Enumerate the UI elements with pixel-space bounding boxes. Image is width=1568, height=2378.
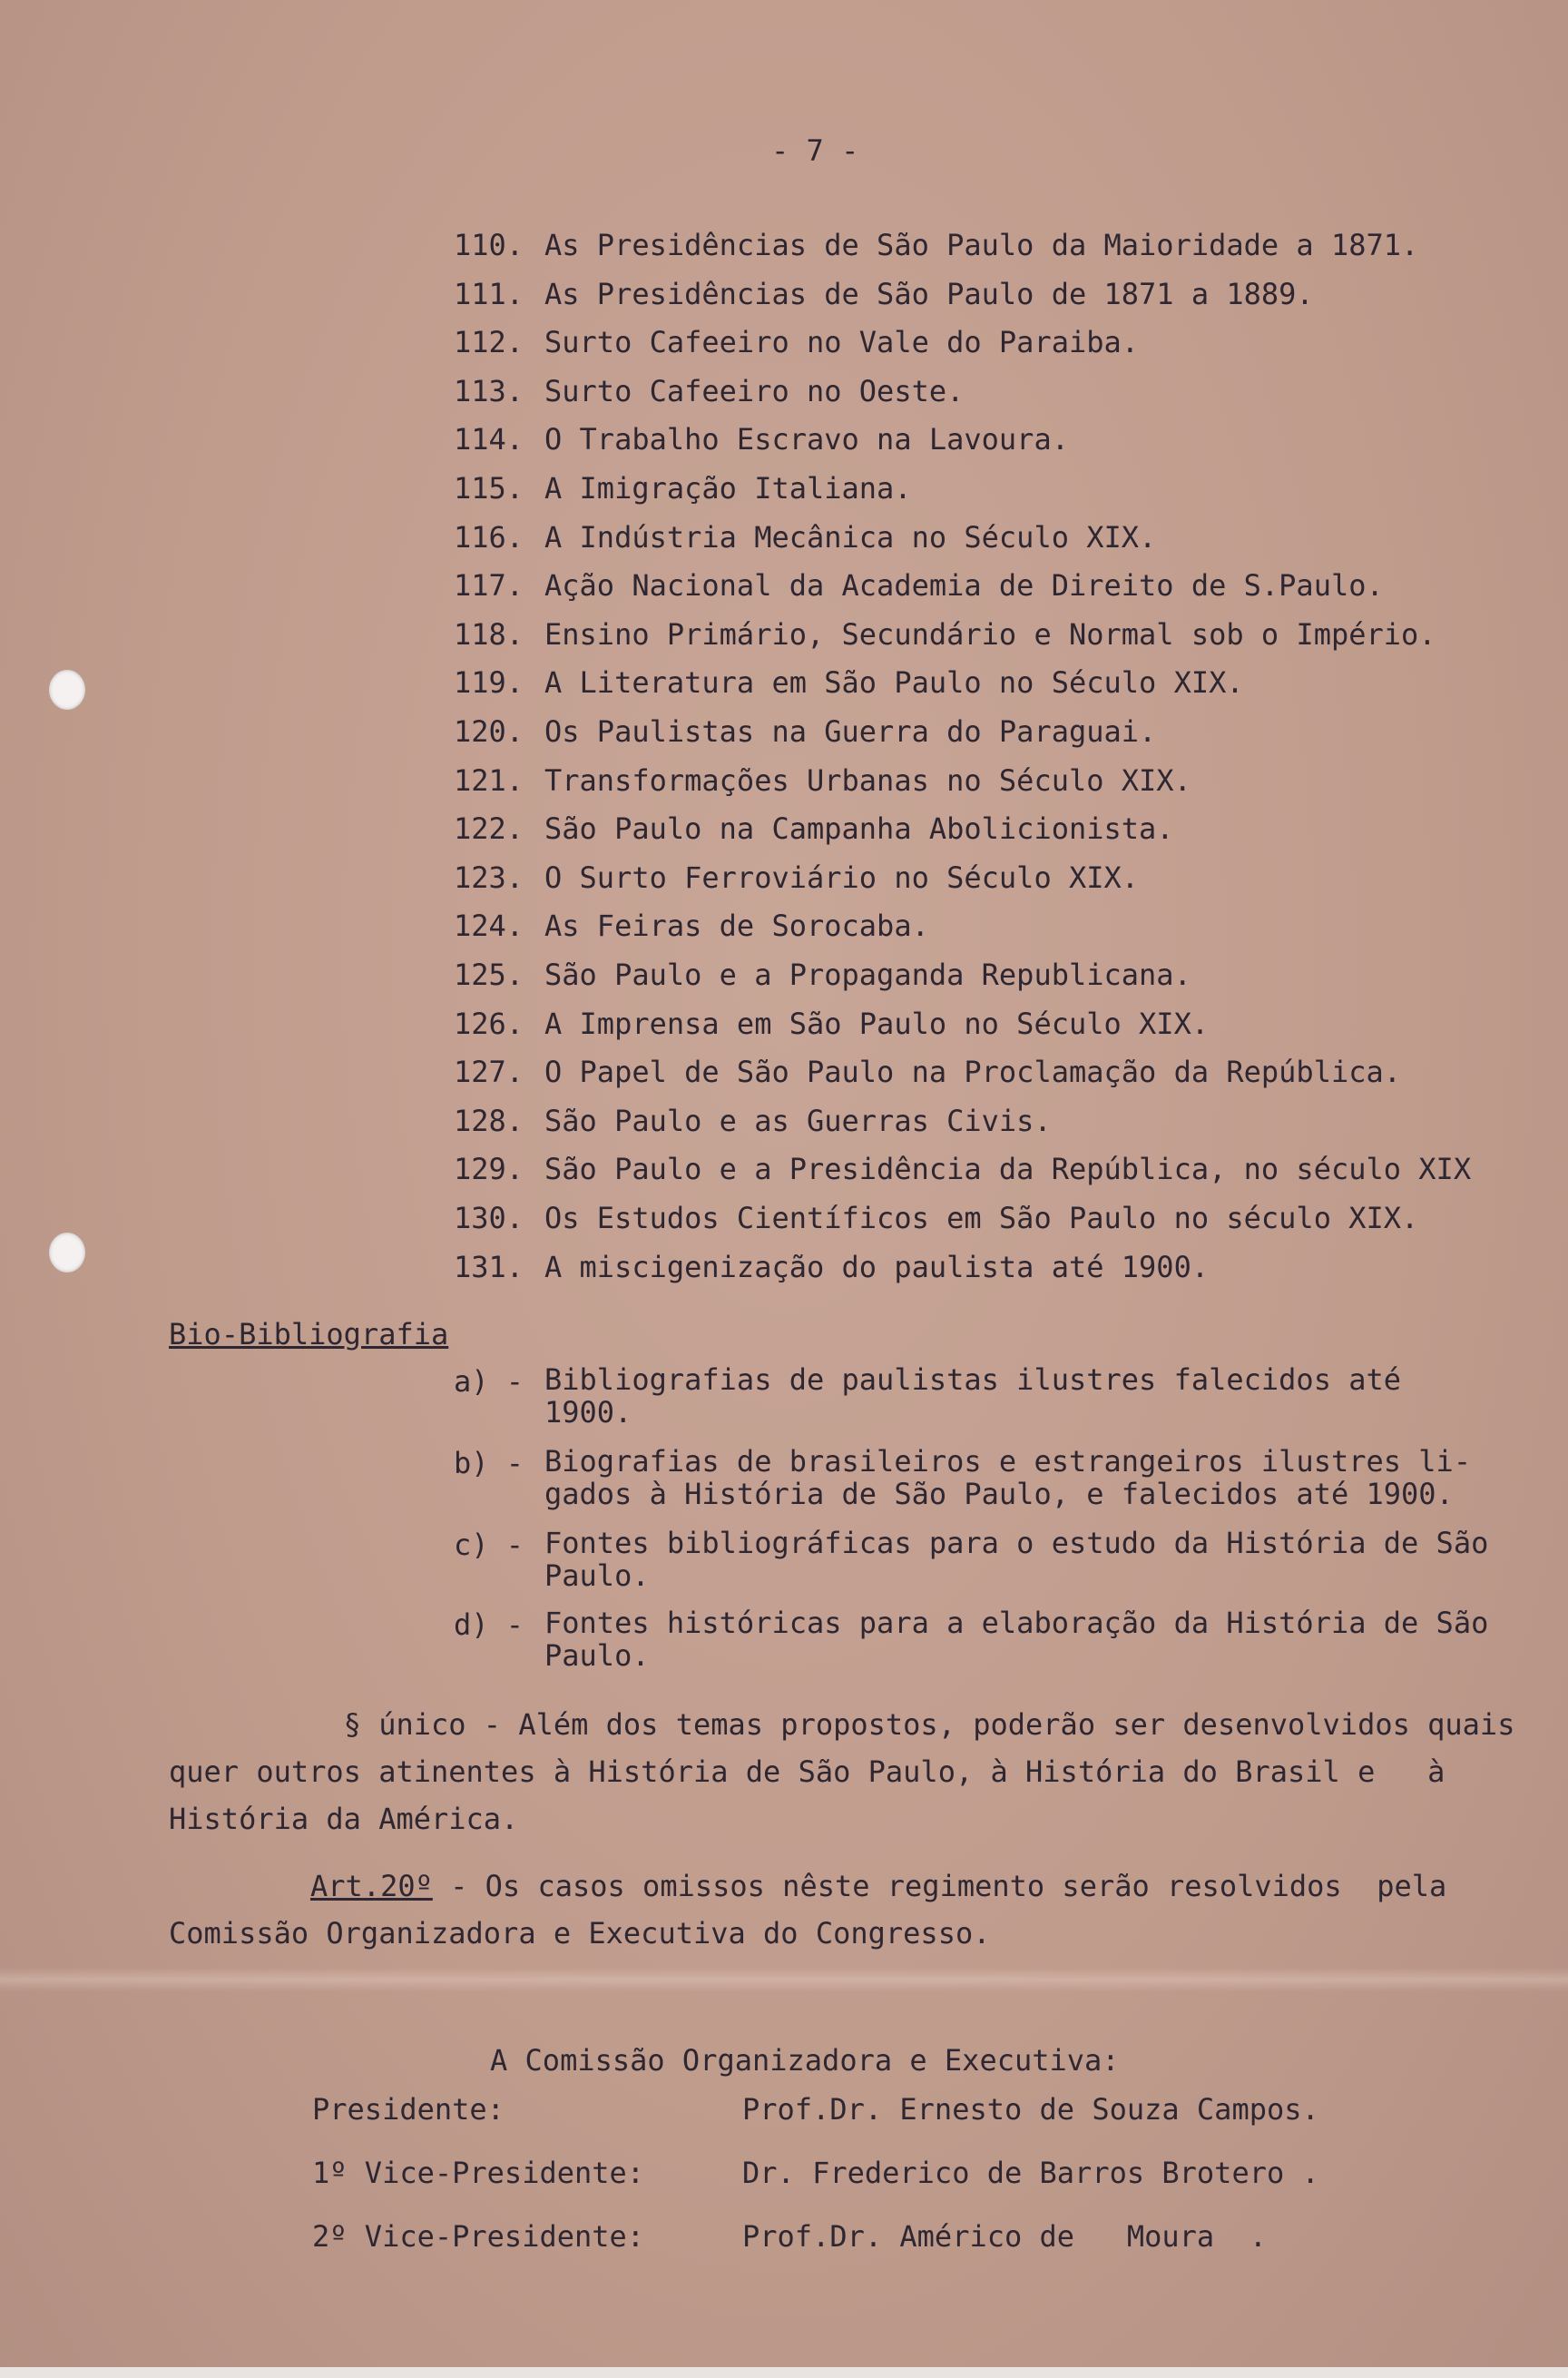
topic-text: A Literatura em São Paulo no Século XIX. [544,665,1244,700]
bio-item-text: Fontes históricas para a elaboração da História de São Paulo. [544,1606,1489,1673]
topic-number: 131. [454,1250,524,1284]
punch-hole-lower [49,1233,85,1273]
topic-number: 128. [454,1104,524,1138]
topic-number: 117. [454,568,524,603]
punch-hole-upper [49,670,85,710]
topic-text: As Feiras de Sorocaba. [544,909,929,943]
article-20-line-1 [310,1868,1446,1904]
paragraph-unico-line-1: § único - Além dos temas propostos, poderão ser desenvolvidos quais [169,1707,1515,1742]
topic-text: Surto Cafeeiro no Oeste. [544,374,965,408]
committee-role-president: Presidente: [312,2092,505,2127]
topic-number: 122. [454,811,524,846]
bio-item-text: Bibliografias de paulistas ilustres falecidos até 1900. [544,1362,1402,1430]
bio-item-text: Biografias de brasileiros e estrangeiros ilustres li- gados à História de São Paulo, e falecidos até 1900. [544,1444,1472,1511]
topic-text: São Paulo e a Presidência da República, no século XIX [544,1152,1472,1186]
topic-number: 123. [454,860,524,895]
bio-bibliografia-heading: Bio-Bibliografia [169,1317,449,1351]
topic-number: 121. [454,763,524,798]
committee-name-president: Prof.Dr. Ernesto de Souza Campos. [742,2092,1319,2127]
topic-number: 125. [454,958,524,992]
topic-text: A miscigenização do paulista até 1900. [544,1250,1210,1284]
topic-number: 113. [454,374,524,408]
topic-text: O Trabalho Escravo na Lavoura. [544,422,1069,457]
topic-number: 129. [454,1152,524,1186]
topic-text: O Papel de São Paulo na Proclamação da República. [544,1055,1402,1089]
topic-text: São Paulo na Campanha Abolicionista. [544,811,1174,846]
topic-text: A Indústria Mecânica no Século XIX. [544,520,1157,555]
article-20-label: Art.20º [310,1869,433,1903]
topic-number: 126. [454,1007,524,1041]
committee-role-vice-2: 2º Vice-Presidente: [312,2219,645,2254]
article-20-text: - Os casos omissos nêste regimento serão resolvidos pela [432,1869,1447,1903]
topic-text: Transformações Urbanas no Século XIX. [544,763,1191,798]
scan-bottom-edge [0,2367,1568,2378]
topic-text: A Imprensa em São Paulo no Século XIX. [544,1007,1210,1041]
topic-text: A Imigração Italiana. [544,471,912,506]
paragraph-unico-line-3: História da América. [169,1802,519,1836]
topic-number: 127. [454,1055,524,1089]
topic-text: Ensino Primário, Secundário e Normal sob o Império. [544,617,1436,652]
topic-number: 116. [454,520,524,555]
topic-text: Os Paulistas na Guerra do Paraguai. [544,714,1157,749]
topic-number: 114. [454,422,524,457]
committee-heading: A Comissão Organizadora e Executiva: [490,2043,1120,2078]
bio-item-letter: a) - [454,1364,524,1399]
topic-text: São Paulo e a Propaganda Republicana. [544,958,1191,992]
topic-text: As Presidências de São Paulo da Maioridade a 1871. [544,228,1419,262]
committee-role-vice-1: 1º Vice-Presidente: [312,2156,645,2190]
topic-number: 112. [454,325,524,359]
topic-number: 118. [454,617,524,652]
topic-number: 110. [454,228,524,262]
paper-fold-crease [0,1968,1568,1991]
topic-text: O Surto Ferroviário no Século XIX. [544,860,1140,895]
topic-number: 111. [454,277,524,311]
committee-name-vice-1: Dr. Frederico de Barros Brotero . [742,2156,1319,2190]
page-number: - 7 - [771,133,859,168]
topic-text: São Paulo e as Guerras Civis. [544,1104,1052,1138]
paragraph-unico-line-2: quer outros atinentes à História de São Paulo, à História do Brasil e à [169,1754,1446,1789]
topic-number: 130. [454,1201,524,1235]
bio-item-letter: b) - [454,1446,524,1480]
bio-item-letter: d) - [454,1607,524,1642]
topic-number: 120. [454,714,524,749]
article-20-line-2: Comissão Organizadora e Executiva do Congresso. [169,1916,991,1951]
bio-item-text: Fontes bibliográficas para o estudo da História de São Paulo. [544,1526,1489,1593]
topic-number: 119. [454,665,524,700]
topic-text: As Presidências de São Paulo de 1871 a 1889. [544,277,1314,311]
topic-number: 124. [454,909,524,943]
committee-name-vice-2: Prof.Dr. Américo de Moura . [742,2219,1267,2254]
topic-text: Ação Nacional da Academia de Direito de S.Paulo. [544,568,1384,603]
bio-item-letter: c) - [454,1528,524,1562]
topic-text: Surto Cafeeiro no Vale do Paraiba. [544,325,1140,359]
topic-number: 115. [454,471,524,506]
topic-text: Os Estudos Científicos em São Paulo no século XIX. [544,1201,1419,1235]
